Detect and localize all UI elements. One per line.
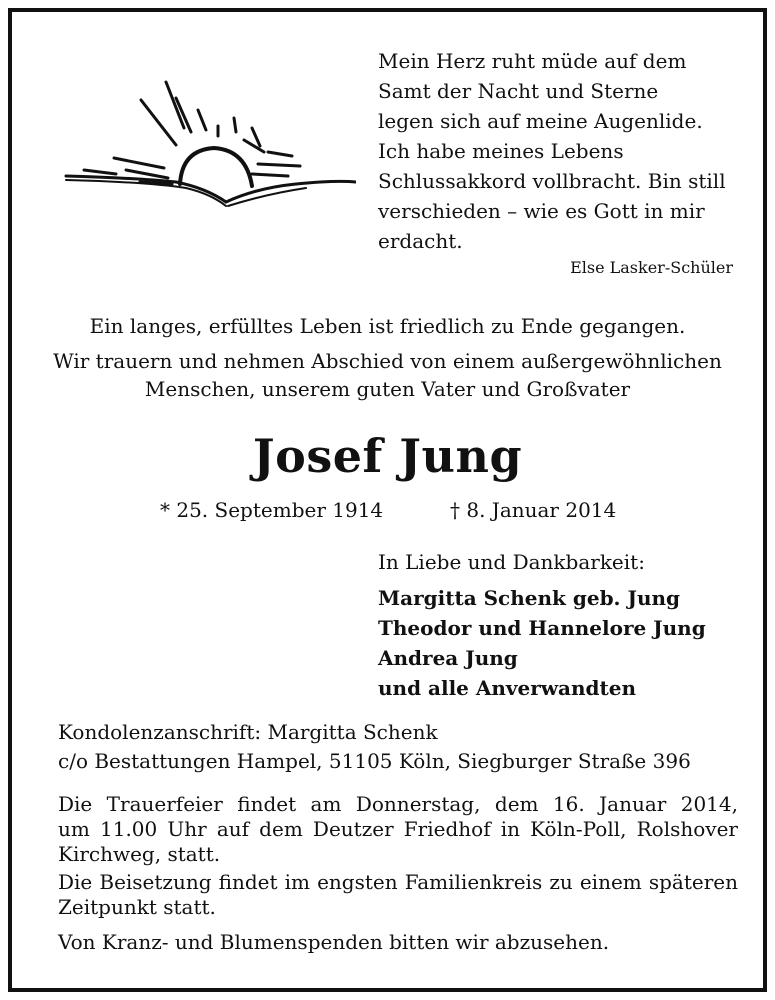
notice-line: Von Kranz- und Blumenspenden bitten wir abzusehen. xyxy=(58,930,610,954)
death-date: † 8. Januar 2014 xyxy=(450,498,617,522)
burial-notice xyxy=(58,870,738,920)
mourner-name: Margitta Schenk geb. Jung xyxy=(378,586,681,610)
intro-line: Menschen, unserem guten Vater und Großvater xyxy=(144,377,631,401)
mourners-list xyxy=(378,583,706,703)
poem-line: Samt der Nacht und Sterne xyxy=(378,79,659,103)
poem-author: Else Lasker-Schüler xyxy=(570,258,733,277)
intro-line: Wir trauern und nehmen Abschied von einem außergewöhnlichen xyxy=(53,349,722,373)
mourner-name: Theodor und Hannelore Jung xyxy=(378,616,706,640)
intro-line: Ein langes, erfülltes Leben ist friedlich zu Ende gegangen. xyxy=(89,314,686,338)
contact-line: c/o Bestattungen Hampel, 51105 Köln, Siegburger Straße 396 xyxy=(58,749,691,773)
mourner-name: Andrea Jung xyxy=(378,646,518,670)
obituary-frame xyxy=(8,8,767,992)
rising-sun-icon xyxy=(56,70,356,220)
birth-date: * 25. September 1914 xyxy=(160,498,384,522)
poem-line: Mein Herz ruht müde auf dem xyxy=(378,49,687,73)
mourner-name: und alle Anverwandten xyxy=(378,676,637,700)
contact-line: Kondolenzanschrift: Margitta Schenk xyxy=(58,720,438,744)
notice-line: um 11.00 Uhr auf dem Deutzer Friedhof in Köln-Poll, Rolshover xyxy=(58,817,738,841)
notice-line: Kirchweg, statt. xyxy=(58,842,221,866)
poem xyxy=(378,46,748,256)
notice-line: Die Trauerfeier findet am Donnerstag, dem 16. Januar 2014, xyxy=(58,792,738,816)
poem-line: Schlussakkord vollbracht. Bin still xyxy=(378,169,726,193)
mourners-heading: In Liebe und Dankbarkeit: xyxy=(378,550,645,574)
poem-line: verschieden – wie es Gott in mir xyxy=(378,199,705,223)
notice-line: Zeitpunkt statt. xyxy=(58,895,216,919)
notice-line: Die Beisetzung findet im engsten Familienkreis zu einem späteren xyxy=(58,870,738,894)
intro-text xyxy=(12,312,763,403)
deceased-name: Josef Jung xyxy=(252,429,523,483)
funeral-notice xyxy=(58,792,738,867)
condolence-address xyxy=(58,718,738,776)
poem-line: erdacht. xyxy=(378,229,463,253)
poem-line: Ich habe meines Lebens xyxy=(378,139,624,163)
flowers-notice xyxy=(58,930,738,955)
poem-line: legen sich auf meine Augenlide. xyxy=(378,109,703,133)
